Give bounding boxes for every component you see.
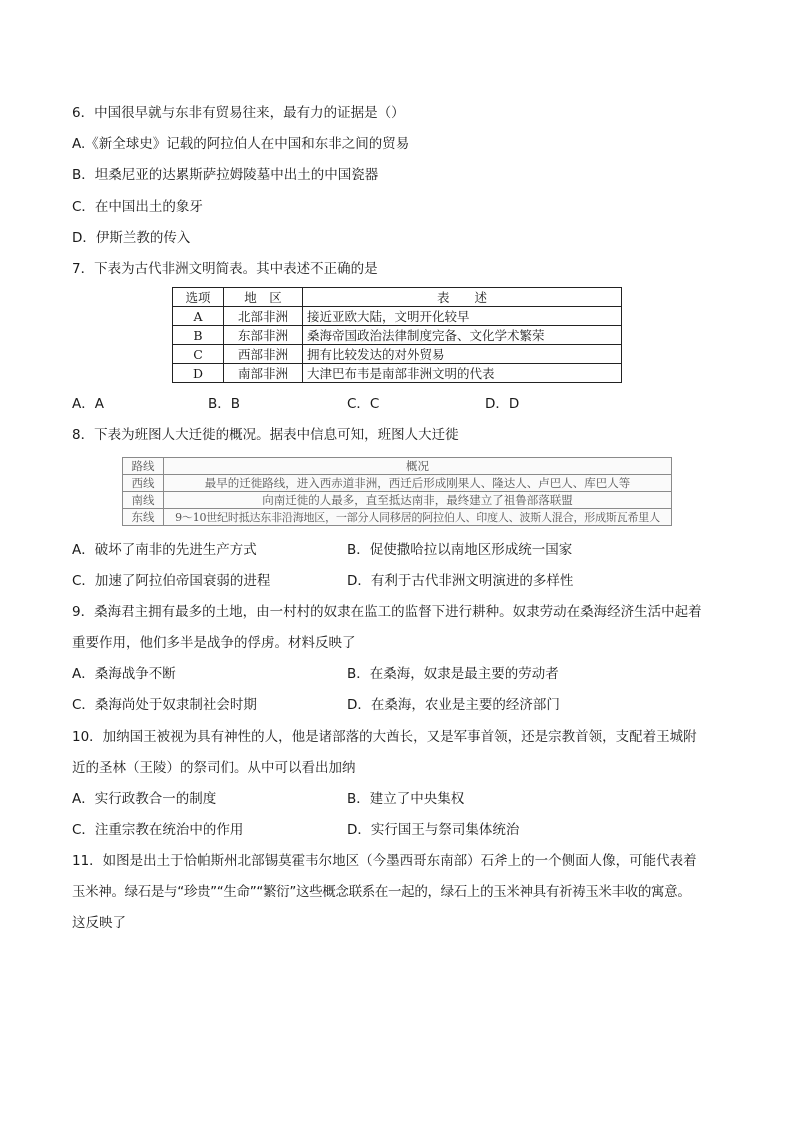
q6-option-d: D．伊斯兰教的传入 <box>72 230 191 246</box>
table-row <box>123 509 672 526</box>
q7-option-a: A．A <box>72 396 104 412</box>
q6-option-a: A.《新全球史》记载的阿拉伯人在中国和东非之间的贸易 <box>72 136 410 152</box>
q9-option-a: A．桑海战争不断 <box>72 666 176 682</box>
table-cell: D <box>173 364 224 383</box>
table-cell: 西线 <box>123 475 164 492</box>
table-header-cell: 选项 <box>173 288 224 307</box>
table-header-row <box>173 288 622 307</box>
table-cell: 东线 <box>123 509 164 526</box>
q9-stem-line2: 重要作用，他们多半是战争的俘虏。材料反映了 <box>72 635 356 651</box>
q10-option-b: B．建立了中央集权 <box>347 791 465 807</box>
q11-stem-line1: 11．如图是出土于恰帕斯州北部锡莫霍韦尔地区（今墨西哥东南部）石斧上的一个侧面人像，可能代表着 <box>72 853 697 869</box>
table-cell: A <box>173 307 224 326</box>
table-cell: 9～10世纪时抵达东非沿海地区，一部分人同移居的阿拉伯人、印度人、波斯人混合，形成斯瓦希里人 <box>164 509 672 526</box>
table-cell: 接近亚欧大陆，文明开化较早 <box>303 307 622 326</box>
table-row <box>123 475 672 492</box>
q9-option-b: B．在桑海，奴隶是最主要的劳动者 <box>347 666 559 682</box>
q8-option-b: B．促使撒哈拉以南地区形成统一国家 <box>347 542 573 558</box>
table-cell: 向南迁徙的人最多，直至抵达南非，最终建立了祖鲁部落联盟 <box>164 492 672 509</box>
table-cell: 北部非洲 <box>224 307 303 326</box>
q6-option-b: B．坦桑尼亚的达累斯萨拉姆陵墓中出土的中国瓷器 <box>72 167 379 183</box>
q6-stem: 6．中国很早就与东非有贸易往来，最有力的证据是（） <box>72 105 405 121</box>
q8-table <box>122 457 672 526</box>
q10-stem-line2: 近的圣林（王陵）的祭司们。从中可以看出加纳 <box>72 760 356 776</box>
q7-table <box>172 287 622 383</box>
q8-option-a: A．破坏了南非的先进生产方式 <box>72 542 257 558</box>
q7-option-b: B．B <box>208 396 241 412</box>
q8-option-d: D．有利于古代非洲文明演进的多样性 <box>347 573 574 589</box>
q10-option-a: A．实行政教合一的制度 <box>72 791 217 807</box>
table-cell: B <box>173 326 224 345</box>
table-row <box>173 345 622 364</box>
q7-stem: 7．下表为古代非洲文明简表。其中表述不正确的是 <box>72 261 378 277</box>
table-row <box>173 326 622 345</box>
table-cell: 最早的迁徙路线，进入西赤道非洲，西迁后形成刚果人、隆达人、卢巴人、库巴人等 <box>164 475 672 492</box>
table-header-cell: 地 区 <box>224 288 303 307</box>
q8-option-c: C．加速了阿拉伯帝国衰弱的进程 <box>72 573 271 589</box>
q9-option-d: D．在桑海，农业是主要的经济部门 <box>347 697 560 713</box>
table-cell: 大津巴布韦是南部非洲文明的代表 <box>303 364 622 383</box>
q9-stem-line1: 9．桑海君主拥有最多的土地，由一村村的奴隶在监工的监督下进行耕种。奴隶劳动在桑海经济生活中起着 <box>72 604 702 620</box>
q11-stem-line2: 玉米神。绿石是与“珍贵”“生命”“繁衍”这些概念联系在一起的，绿石上的玉米神具有祈祷玉米丰收的寓意。 <box>72 884 691 900</box>
table-header-cell: 概况 <box>164 458 672 475</box>
table-header-cell: 表 述 <box>303 288 622 307</box>
q11-stem-line3: 这反映了 <box>72 915 126 931</box>
q10-option-c: C．注重宗教在统治中的作用 <box>72 822 244 838</box>
table-header-row <box>123 458 672 475</box>
q8-stem: 8．下表为班图人大迁徙的概况。据表中信息可知，班图人大迁徙 <box>72 427 459 443</box>
q9-option-c: C．桑海尚处于奴隶制社会时期 <box>72 697 257 713</box>
q7-option-c: C．C <box>347 396 380 412</box>
table-row <box>173 307 622 326</box>
q10-option-d: D．实行国王与祭司集体统治 <box>347 822 520 838</box>
table-row <box>173 364 622 383</box>
table-cell: 南部非洲 <box>224 364 303 383</box>
table-row <box>123 492 672 509</box>
q6-option-c: C．在中国出土的象牙 <box>72 199 203 215</box>
table-cell: 拥有比较发达的对外贸易 <box>303 345 622 364</box>
table-cell: 桑海帝国政治法律制度完备、文化学术繁荣 <box>303 326 622 345</box>
table-cell: 南线 <box>123 492 164 509</box>
table-cell: 西部非洲 <box>224 345 303 364</box>
table-cell: C <box>173 345 224 364</box>
q7-option-d: D．D <box>485 396 520 412</box>
table-header-cell: 路线 <box>123 458 164 475</box>
q10-stem-line1: 10．加纳国王被视为具有神性的人，他是诸部落的大酋长，又是军事首领，还是宗教首领，支配着王城附 <box>72 729 697 745</box>
table-cell: 东部非洲 <box>224 326 303 345</box>
